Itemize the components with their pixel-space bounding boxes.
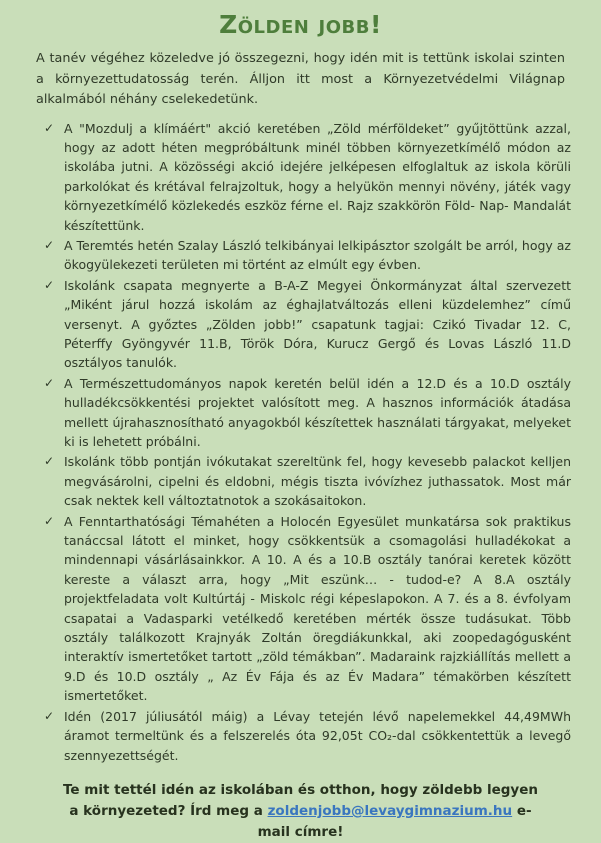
checkmark-icon: ✓ — [44, 708, 55, 723]
list-item — [44, 276, 571, 373]
list-item-text: A Teremtés hetén Szalay László telkibányai lelkipásztor szolgált be arról, hogy az ökogyülekezeti területen mi történt az elmúlt egy évben. — [64, 237, 571, 273]
list-item-text: Iskolánk csapata megnyerte a B-A-Z Megyei Önkormányzat által szervezett „Miként járul hozzá iskolám az éghajlatváltozás elleni küzdelemhez” című versenyt. A győztes „Zölden jobb!” csapatunk tagjai: Czikó Tivadar 12. C, Péterffy Gyöngyvér 11.B, Török Dóra, Kurucz Gergő és Lovas László 11.D osztályos tanulók. — [64, 277, 571, 371]
intro-paragraph: A tanév végéhez közeledve jó összegezni, hogy idén mit is tettünk iskolai szinten a környezettudatosság terén. Álljon itt most a Környezetvédelmi Világnap alkalmából néhány cselekedetünk. — [36, 51, 565, 107]
list-item — [44, 512, 571, 706]
footer-text-after: e-mail címre! — [257, 802, 532, 840]
list-item — [44, 374, 571, 452]
checkmark-icon: ✓ — [44, 237, 55, 252]
checkmark-icon: ✓ — [44, 454, 55, 469]
checkmark-icon: ✓ — [44, 277, 55, 292]
list-item — [44, 452, 571, 510]
checkmark-icon: ✓ — [44, 120, 55, 135]
list-item — [44, 707, 571, 765]
checkmark-icon: ✓ — [44, 375, 55, 390]
checkmark-icon: ✓ — [44, 513, 55, 528]
email-link[interactable]: zoldenjobb@levaygimnazium.hu — [267, 802, 513, 819]
page-title: Zölden jobb! — [219, 10, 382, 39]
list-item-text: Iskolánk több pontján ivókutakat szereltünk fel, hogy kevesebb palackot kelljen megvásárolni, cipelni és eldobni, mégis tiszta ivóvízhez juthassatok. Most már csak nektek kell változtatnotok a szokásaitokon. — [64, 454, 571, 509]
list-item-text: A Természettudományos napok keretén belül idén a 12.D és a 10.D osztály hulladékcsökkentési projektet valósított meg. A hasznos információk átadása mellett újrahasznosítható anyagokból készítettek használati tárgyakat, melyeket ki is lehetett próbálni. — [64, 375, 571, 449]
achievement-list — [28, 119, 573, 765]
list-item — [44, 119, 571, 235]
list-item-text: A Fenntarthatósági Témahéten a Holocén Egyesület munkatársa sok praktikus tanáccsal látott el minket, hogy csökkentsük a csomagolási hulladékokat a mindennapi vásárlásainkkor. A 10. A és a 10.B osztály tanórai keretek között kereste a választ arra, hogy „Mit eszünk… - tudod-e? A 8.A osztály projektfeladata volt Kultúrtáj - Miskolc régi képeslapokon. A 7. és a 8. évfolyam csapatai a Vadasparki vetélkedő keretében mérték össze tudásukat. Több osztály találkozott Krajnyák Zoltán öregdiákunkkal, aki zoopedagógusként interaktív ismertetőket tartott „zöld témákban”. Madaraink rajzkiállítás mellett a 9.D és 10.D osztály „ Az Év Fája és az Év Madara” témakörben készített ismertetőket. — [64, 513, 571, 704]
list-item-text: A "Mozdulj a klímáért" akció keretében „Zöld mérföldeket” gyűjtöttünk azzal, hogy az adott héten megpróbáltunk minél többen környezetkímélő módon az iskolába jutni. A közösségi akció idejére jelképesen elfoglaltuk az iskola körüli parkolókat és krétával felrajzoltuk, hogy a helyükön mennyi növény, játék vagy környezetkímélő közlekedés eszköz férne el. Rajz szakkörön Föld- Nap- Mandalát készítettünk. — [64, 120, 571, 233]
footer-text-before: Te mit tettél idén az iskolában és otthon, hogy zöldebb legyen a környezeted? Írd meg a — [63, 781, 538, 819]
list-item-text: Idén (2017 júliusától máig) a Lévay tetején lévő napelemekkel 44,49MWh áramot termeltünk és a felszerelés óta 92,05t CO₂-dal csökkentettük a levegő szennyezettségét. — [64, 708, 571, 763]
footer-call-to-action — [58, 780, 543, 843]
list-item — [44, 236, 571, 275]
